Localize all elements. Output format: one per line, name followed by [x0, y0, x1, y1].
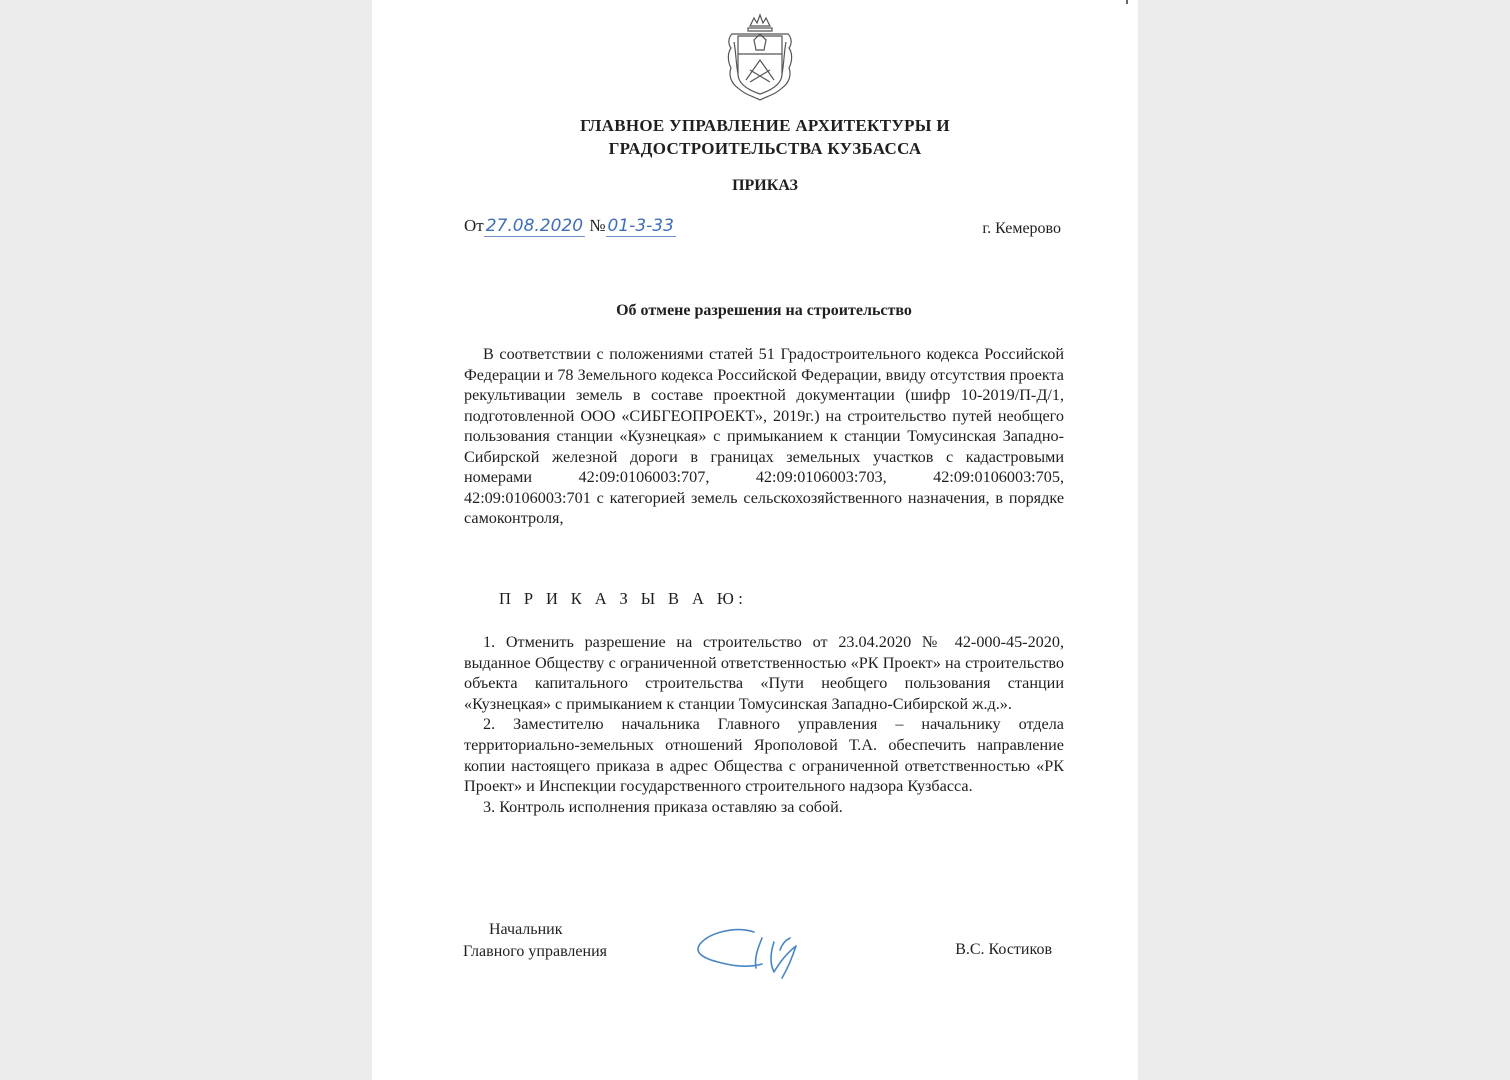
order-clauses — [464, 632, 1064, 817]
preamble-paragraph: В соответствии с положениями статей 51 Градостроительного кодекса Российской Федерации и 78 Земельного кодекса Российской Федерации, ввиду отсутствия проекта рекультивации земель в составе проектной документации (шифр 10-2019/П-Д/1, подготовленной ООО «СИБГЕОПРОЕКТ», 2019г.) на строительство путей необщего пользования станции «Кузнецкая» с примыканием к станции Томусинская Западно-Сибирской железной дороги в границах земельных участков с кадастровыми номерами 42:09:0106003:707, 42:09:0106003:703, 42:09:0106003:705, 42:09:0106003:701 с категорией земель сельскохозяйственного назначения, в порядке самоконтроля, — [464, 345, 1064, 527]
handwritten-signature — [692, 922, 824, 986]
signer-position-line-2: Главного управления — [463, 943, 607, 960]
city: г. Кемерово — [982, 220, 1061, 237]
org-line-1: ГЛАВНОЕ УПРАВЛЕНИЕ АРХИТЕКТУРЫ И — [580, 116, 950, 135]
document-type: ПРИКАЗ — [732, 177, 798, 194]
organization-name — [520, 114, 1010, 160]
from-label: От — [464, 216, 484, 235]
date-number-line — [464, 216, 676, 237]
clause-2: 2. Заместителю начальника Главного управления – начальнику отдела территориально-земельных отношений Ярополовой Т.А. обеспечить направление копии настоящего приказа в адрес Общества с ограниченной ответственностью «РК Проект» и Инспекции государственного строительного надзора Кузбасса. — [464, 715, 1064, 796]
clause-1: 1. Отменить разрешение на строительство от 23.04.2020 № 42-000-45-2020, выданное Обществу с ограниченной ответственностью «РК Проект» на строительство объекта капитального строительства «Пути необщего пользования станции «Кузнецкая» с примыканием к станции Томусинская Западно-Сибирской ж.д.». — [464, 633, 1064, 713]
kuzbass-coat-of-arms-icon — [724, 12, 796, 104]
scan-mark — [1126, 0, 1128, 4]
order-heading: П Р И К А З Ы В А Ю: — [499, 589, 748, 608]
handwritten-number: 01-3-33 — [607, 216, 674, 236]
signer-position-line-1: Начальник — [489, 921, 563, 938]
clause-3: 3. Контроль исполнения приказа оставляю за собой. — [483, 797, 843, 816]
org-line-2: ГРАДОСТРОИТЕЛЬСТВА КУЗБАССА — [608, 139, 922, 158]
signer-name: В.С. Костиков — [955, 941, 1052, 958]
signer-position — [463, 919, 607, 963]
document-page — [372, 0, 1138, 1080]
handwritten-date: 27.08.2020 — [485, 216, 584, 236]
number-label: № — [589, 216, 606, 235]
document-subject: Об отмене разрешения на строительство — [616, 302, 912, 319]
